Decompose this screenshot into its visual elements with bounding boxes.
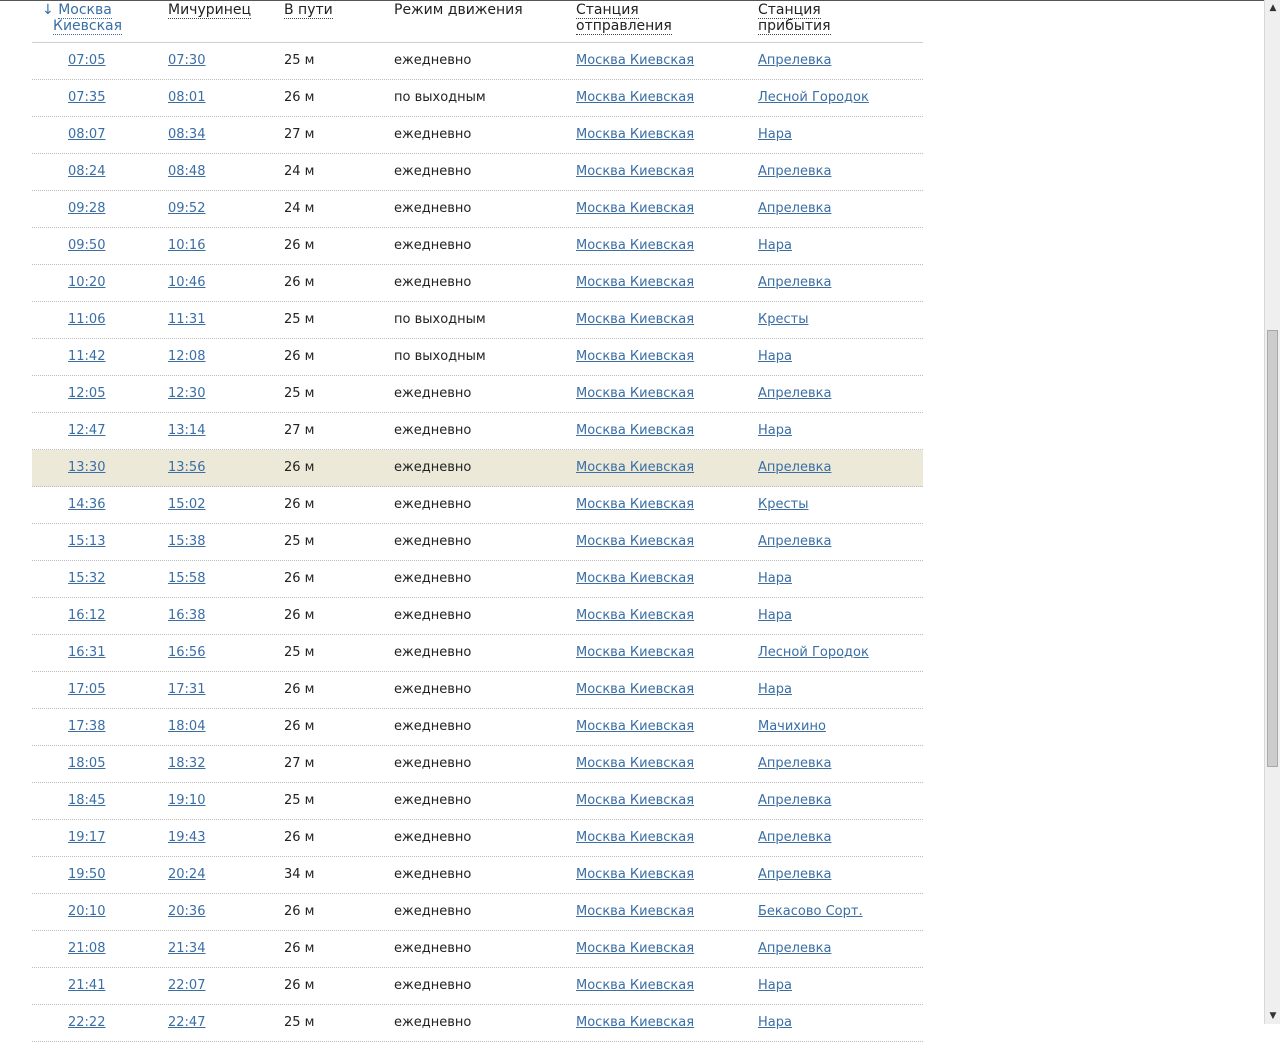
table-row (32, 487, 923, 524)
to-station-link[interactable]: Нара (758, 238, 792, 253)
from-station-link[interactable]: Москва Киевская (576, 941, 695, 956)
departure-time-link[interactable]: 15:13 (68, 534, 106, 549)
header-from-line2[interactable]: отправления (576, 18, 672, 34)
duration-text: 26 м (284, 978, 315, 993)
departure-time-link[interactable]: 21:08 (68, 941, 106, 956)
from-station-link[interactable]: Москва Киевская (576, 867, 695, 882)
to-station-link[interactable]: Нара (758, 608, 792, 623)
to-station-link[interactable]: Кресты (758, 312, 809, 327)
regime-text: по выходным (394, 90, 486, 105)
duration-text: 25 м (284, 1015, 315, 1030)
table-row (32, 820, 923, 857)
arrival-time-link[interactable]: 09:52 (168, 201, 206, 216)
duration-text: 26 м (284, 571, 315, 586)
departure-time-link[interactable]: 18:45 (68, 793, 106, 808)
regime-text: ежедневно (394, 867, 472, 882)
regime-text: ежедневно (394, 238, 472, 253)
to-station-link[interactable]: Апрелевка (758, 386, 832, 401)
departure-time-link[interactable]: 16:31 (68, 645, 106, 660)
table-row (32, 709, 923, 746)
sort-arrow-icon: ↓ (42, 2, 54, 18)
from-station-link[interactable]: Москва Киевская (576, 90, 695, 105)
duration-text: 25 м (284, 386, 315, 401)
to-station-link[interactable]: Нара (758, 978, 792, 993)
table-row (32, 191, 923, 228)
from-station-link[interactable]: Москва Киевская (576, 497, 695, 512)
table-row (32, 968, 923, 1005)
regime-text: ежедневно (394, 460, 472, 475)
header-arrival-label[interactable]: Мичуринец (168, 2, 252, 18)
regime-text: по выходным (394, 312, 486, 327)
departure-time-link[interactable]: 16:12 (68, 608, 106, 623)
duration-text: 25 м (284, 312, 315, 327)
to-station-link[interactable]: Кресты (758, 497, 809, 512)
departure-time-link[interactable]: 19:50 (68, 867, 106, 882)
regime-text: ежедневно (394, 904, 472, 919)
table-row (32, 43, 923, 80)
header-to-line2[interactable]: прибытия (758, 18, 831, 34)
to-station-link[interactable]: Лесной Городок (758, 90, 869, 105)
arrival-time-link[interactable]: 19:10 (168, 793, 206, 808)
duration-text: 26 м (284, 349, 315, 364)
from-station-link[interactable]: Москва Киевская (576, 1015, 695, 1030)
from-station-link[interactable]: Москва Киевская (576, 275, 695, 290)
header-departure[interactable] (42, 2, 152, 34)
duration-text: 26 м (284, 497, 315, 512)
departure-time-link[interactable]: 09:50 (68, 238, 106, 253)
table-row (32, 413, 923, 450)
departure-time-link[interactable]: 15:32 (68, 571, 106, 586)
header-regime (394, 2, 523, 18)
table-row (32, 598, 923, 635)
departure-time-link[interactable]: 08:24 (68, 164, 106, 179)
table-row (32, 635, 923, 672)
departure-time-link[interactable]: 20:10 (68, 904, 106, 919)
arrival-time-link[interactable]: 19:43 (168, 830, 206, 845)
to-station-link[interactable]: Апрелевка (758, 534, 832, 549)
departure-time-link[interactable]: 08:07 (68, 127, 106, 142)
arrival-time-link[interactable]: 08:48 (168, 164, 206, 179)
arrival-time-link[interactable]: 17:31 (168, 682, 206, 697)
to-station-link[interactable]: Лесной Городок (758, 645, 869, 660)
from-station-link[interactable]: Москва Киевская (576, 201, 695, 216)
from-station-link[interactable]: Москва Киевская (576, 312, 695, 327)
arrival-time-link[interactable]: 12:30 (168, 386, 206, 401)
duration-text: 26 м (284, 830, 315, 845)
from-station-link[interactable]: Москва Киевская (576, 830, 695, 845)
to-station-link[interactable]: Нара (758, 127, 792, 142)
to-station-link[interactable]: Апрелевка (758, 53, 832, 68)
table-row (32, 117, 923, 154)
duration-text: 25 м (284, 793, 315, 808)
duration-text: 34 м (284, 867, 315, 882)
header-to-station[interactable] (758, 2, 831, 34)
departure-time-link[interactable]: 12:05 (68, 386, 106, 401)
from-station-link[interactable]: Москва Киевская (576, 978, 695, 993)
duration-text: 25 м (284, 534, 315, 549)
scrollbar-thumb[interactable] (1267, 330, 1278, 767)
regime-text: ежедневно (394, 793, 472, 808)
departure-time-link[interactable]: 07:05 (68, 53, 106, 68)
duration-text: 26 м (284, 238, 315, 253)
arrival-time-link[interactable]: 21:34 (168, 941, 206, 956)
duration-text: 25 м (284, 645, 315, 660)
arrow-up-icon[interactable]: ▲ (1269, 3, 1277, 13)
to-station-link[interactable]: Апрелевка (758, 793, 832, 808)
to-station-link[interactable]: Мачихино (758, 719, 826, 734)
arrival-time-link[interactable]: 11:31 (168, 312, 206, 327)
schedule-table (32, 0, 923, 1042)
from-station-link[interactable]: Москва Киевская (576, 460, 695, 475)
from-station-link[interactable]: Москва Киевская (576, 793, 695, 808)
regime-text: ежедневно (394, 53, 472, 68)
table-row (32, 376, 923, 413)
table-row (32, 524, 923, 561)
regime-text: ежедневно (394, 201, 472, 216)
duration-text: 26 м (284, 460, 315, 475)
to-station-link[interactable]: Нара (758, 1015, 792, 1030)
duration-text: 26 м (284, 608, 315, 623)
duration-text: 24 м (284, 164, 315, 179)
duration-text: 26 м (284, 904, 315, 919)
departure-time-link[interactable]: 13:30 (68, 460, 106, 475)
from-station-link[interactable]: Москва Киевская (576, 53, 695, 68)
arrival-time-link[interactable]: 12:08 (168, 349, 206, 364)
from-station-link[interactable]: Москва Киевская (576, 719, 695, 734)
table-row (32, 1005, 923, 1042)
header-departure-line2[interactable]: Киевская (53, 18, 123, 34)
arrival-time-link[interactable]: 10:46 (168, 275, 206, 290)
header-departure-line1[interactable]: Москва (58, 2, 112, 18)
to-station-link[interactable]: Апрелевка (758, 460, 832, 475)
departure-time-link[interactable]: 19:17 (68, 830, 106, 845)
departure-time-link[interactable]: 11:06 (68, 312, 106, 327)
regime-text: ежедневно (394, 275, 472, 290)
to-station-link[interactable]: Нара (758, 571, 792, 586)
to-station-link[interactable]: Апрелевка (758, 830, 832, 845)
table-row (32, 672, 923, 709)
table-row (32, 894, 923, 931)
from-station-link[interactable]: Москва Киевская (576, 904, 695, 919)
departure-time-link[interactable]: 17:38 (68, 719, 106, 734)
to-station-link[interactable]: Апрелевка (758, 201, 832, 216)
regime-text: ежедневно (394, 682, 472, 697)
regime-text: ежедневно (394, 497, 472, 512)
from-station-link[interactable]: Москва Киевская (576, 645, 695, 660)
to-station-link[interactable]: Нара (758, 682, 792, 697)
vertical-scrollbar[interactable] (1264, 0, 1280, 1024)
duration-text: 26 м (284, 941, 315, 956)
arrival-time-link[interactable]: 15:02 (168, 497, 206, 512)
table-row (32, 228, 923, 265)
from-station-link[interactable]: Москва Киевская (576, 164, 695, 179)
from-station-link[interactable]: Москва Киевская (576, 386, 695, 401)
to-station-link[interactable]: Апрелевка (758, 867, 832, 882)
regime-text: ежедневно (394, 756, 472, 771)
arrival-time-link[interactable]: 18:32 (168, 756, 206, 771)
arrival-time-link[interactable]: 10:16 (168, 238, 206, 253)
arrival-time-link[interactable]: 22:07 (168, 978, 206, 993)
from-station-link[interactable]: Москва Киевская (576, 571, 695, 586)
duration-text: 26 м (284, 719, 315, 734)
from-station-link[interactable]: Москва Киевская (576, 534, 695, 549)
table-row (32, 302, 923, 339)
arrival-time-link[interactable]: 16:38 (168, 608, 206, 623)
regime-text: ежедневно (394, 571, 472, 586)
to-station-link[interactable]: Апрелевка (758, 941, 832, 956)
arrival-time-link[interactable]: 07:30 (168, 53, 206, 68)
to-station-link[interactable]: Нара (758, 423, 792, 438)
table-row (32, 783, 923, 820)
arrival-time-link[interactable]: 22:47 (168, 1015, 206, 1030)
duration-text: 25 м (284, 53, 315, 68)
duration-text: 26 м (284, 275, 315, 290)
duration-text: 26 м (284, 682, 315, 697)
departure-time-link[interactable]: 09:28 (68, 201, 106, 216)
regime-text: ежедневно (394, 423, 472, 438)
regime-text: ежедневно (394, 386, 472, 401)
regime-text: ежедневно (394, 830, 472, 845)
departure-time-link[interactable]: 14:36 (68, 497, 106, 512)
table-row (32, 931, 923, 968)
table-row (32, 154, 923, 191)
regime-text: ежедневно (394, 978, 472, 993)
regime-text: ежедневно (394, 645, 472, 660)
from-station-link[interactable]: Москва Киевская (576, 423, 695, 438)
table-row (32, 339, 923, 376)
arrival-time-link[interactable]: 20:36 (168, 904, 206, 919)
regime-text: ежедневно (394, 127, 472, 142)
to-station-link[interactable]: Апрелевка (758, 275, 832, 290)
arrival-time-link[interactable]: 20:24 (168, 867, 206, 882)
table-body (32, 43, 923, 1042)
departure-time-link[interactable]: 10:20 (68, 275, 106, 290)
to-station-link[interactable]: Бекасово Сорт. (758, 904, 863, 919)
table-row (32, 450, 923, 487)
table-row (32, 80, 923, 117)
arrival-time-link[interactable]: 15:58 (168, 571, 206, 586)
regime-text: ежедневно (394, 164, 472, 179)
header-regime-label: Режим движения (394, 2, 523, 18)
table-row (32, 857, 923, 894)
departure-time-link[interactable]: 12:47 (68, 423, 106, 438)
arrival-time-link[interactable]: 16:56 (168, 645, 206, 660)
from-station-link[interactable]: Москва Киевская (576, 127, 695, 142)
header-duration-label[interactable]: В пути (284, 2, 333, 18)
departure-time-link[interactable]: 17:05 (68, 682, 106, 697)
regime-text: ежедневно (394, 719, 472, 734)
duration-text: 27 м (284, 423, 315, 438)
regime-text: ежедневно (394, 534, 472, 549)
regime-text: ежедневно (394, 941, 472, 956)
header-to-line1[interactable]: Станция (758, 2, 821, 18)
regime-text: по выходным (394, 349, 486, 364)
arrival-time-link[interactable]: 08:34 (168, 127, 206, 142)
header-from-line1[interactable]: Станция (576, 2, 639, 18)
from-station-link[interactable]: Москва Киевская (576, 608, 695, 623)
from-station-link[interactable]: Москва Киевская (576, 682, 695, 697)
header-arrival[interactable] (168, 2, 251, 18)
header-from-station[interactable] (576, 2, 672, 34)
table-row (32, 746, 923, 783)
from-station-link[interactable]: Москва Киевская (576, 349, 695, 364)
to-station-link[interactable]: Апрелевка (758, 756, 832, 771)
regime-text: ежедневно (394, 608, 472, 623)
duration-text: 24 м (284, 201, 315, 216)
table-row (32, 561, 923, 598)
duration-text: 27 м (284, 756, 315, 771)
regime-text: ежедневно (394, 1015, 472, 1030)
from-station-link[interactable]: Москва Киевская (576, 238, 695, 253)
table-row (32, 265, 923, 302)
departure-time-link[interactable]: 07:35 (68, 90, 106, 105)
departure-time-link[interactable]: 22:22 (68, 1015, 106, 1030)
departure-time-link[interactable]: 21:41 (68, 978, 106, 993)
duration-text: 27 м (284, 127, 315, 142)
arrival-time-link[interactable]: 08:01 (168, 90, 206, 105)
header-duration[interactable] (284, 2, 333, 18)
arrival-time-link[interactable]: 13:14 (168, 423, 206, 438)
arrival-time-link[interactable]: 15:38 (168, 534, 206, 549)
to-station-link[interactable]: Нара (758, 349, 792, 364)
to-station-link[interactable]: Апрелевка (758, 164, 832, 179)
arrow-down-icon[interactable]: ▼ (1269, 1011, 1277, 1021)
arrival-time-link[interactable]: 13:56 (168, 460, 206, 475)
duration-text: 26 м (284, 90, 315, 105)
from-station-link[interactable]: Москва Киевская (576, 756, 695, 771)
table-header (32, 0, 923, 43)
arrival-time-link[interactable]: 18:04 (168, 719, 206, 734)
departure-time-link[interactable]: 11:42 (68, 349, 106, 364)
departure-time-link[interactable]: 18:05 (68, 756, 106, 771)
